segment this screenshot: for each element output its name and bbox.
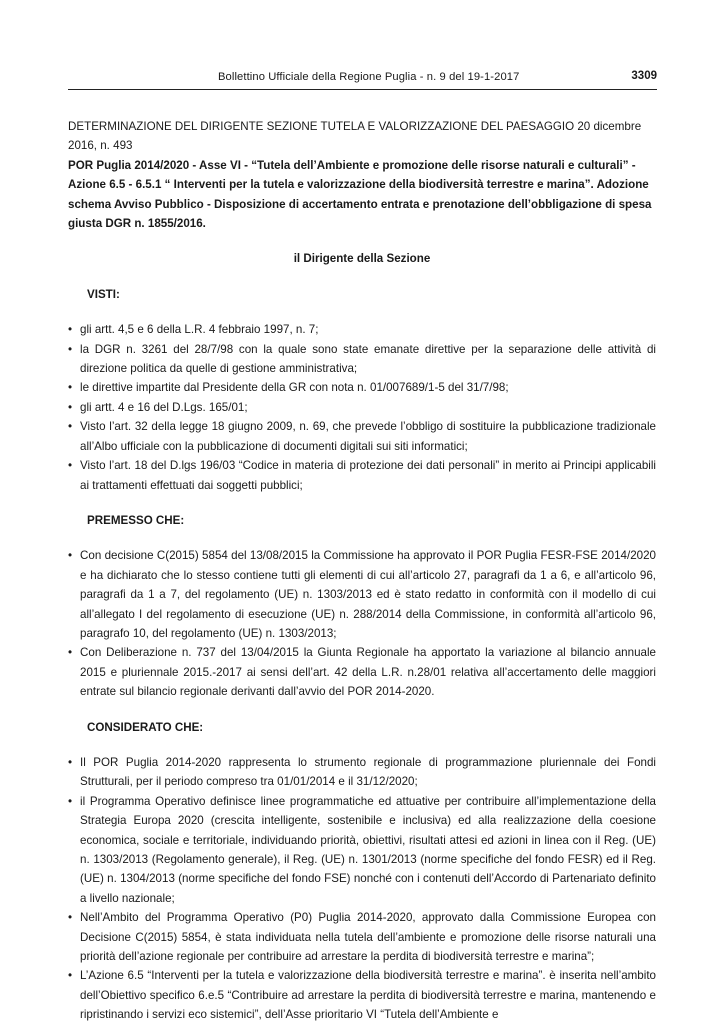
bullet-icon: • [68, 794, 73, 808]
document-body [68, 117, 656, 1025]
bullet-icon: • [68, 342, 73, 356]
page-number: 3309 [631, 70, 657, 82]
bullet-icon: • [68, 969, 73, 983]
list-item [68, 753, 656, 792]
page-header [68, 68, 657, 90]
list-item-text: la DGR n. 3261 del 28/7/98 con la quale sono state emanate direttive per la separazione delle attività di direzione politica da quelle di gestione amministrativa; [80, 342, 656, 376]
list-item-text: L’Azione 6.5 “Interventi per la tutela e valorizzazione della biodiversità terrestre e marina”. è inserita nell’ambito dell’Obiettivo specifico 6.e.5 “Contribuire ad arrestare la perdita di biodiversità terrestre e marina, mantenendo e ripristinando i servizi eco sistemici”, dell’Asse prioritario VI “Tutela dell’Ambiente e [80, 969, 656, 1022]
list-item [68, 643, 656, 701]
bullet-icon: • [68, 323, 73, 337]
publication-title: Bollettino Ufficiale della Regione Puglia - n. 9 del 19-1-2017 [218, 71, 520, 83]
list-item-text: Il POR Puglia 2014-2020 rappresenta lo strumento regionale di programmazione pluriennale dei Fondi Strutturali, per il periodo compreso tra 01/01/2014 e il 31/12/2020; [80, 755, 656, 789]
bullet-icon: • [68, 459, 73, 473]
dirigente-heading: il Dirigente della Sezione [293, 252, 431, 266]
bullet-icon: • [68, 646, 73, 660]
list-item [68, 340, 656, 379]
premesso-list [68, 546, 656, 701]
bullet-icon: • [68, 420, 73, 434]
list-item-text: il Programma Operativo definisce linee programmatiche ed attuative per contribuire all’implementazione della Strategia Europa 2020 (crescita intelligente, sostenibile e inclusiva) ed alla realizzazione della coesione economica, sociale e territoriale, individuando priorità, obiettivi, risultati attesi ed azioni in linea con il Reg. (UE) n. 1303/2013 (Regolamento generale), il Reg. (UE) n. 1301/2013 (norme specifiche del fondo FESR) ed il Reg. (UE) n. 1304/2013 (norme specifiche del fondo FSE) nonché con i contenuti dell’Accordo di Partenariato definito a livello nazionale; [80, 794, 656, 905]
list-item-text: Visto l’art. 32 della legge 18 giugno 2009, n. 69, che prevede l’obbligo di sostituire la pubblicazione tradizionale all’Albo ufficiale con la pubblicazione di documenti digitali sui siti informatici; [80, 420, 656, 453]
list-item [68, 378, 656, 397]
visti-heading: VISTI: [87, 287, 120, 301]
premesso-heading: PREMESSO CHE: [87, 513, 185, 527]
considerato-list [68, 753, 656, 1025]
list-item-text: Con decisione C(2015) 5854 del 13/08/2015 la Commissione ha approvato il POR Puglia FESR-FSE 2014/2020 e ha dichiarato che lo stesso contiene tutti gli elementi di cui all’articolo 27, paragrafi da 1 a 6, e all’articolo 96, paragrafi da 1 a 7, del regolamento (UE) n. 1303/2013 ed è stato redatto in conformità con il modello di cui all’allegato I del regolamento di esecuzione (UE) n. 288/2014 della Commissione, in conformità all’articolo 96, paragrafo 10, del regolamento (UE) n. 1303/2013; [80, 549, 656, 640]
bullet-icon: • [68, 549, 73, 563]
list-item [68, 398, 656, 417]
list-item-text: le direttive impartite dal Presidente della GR con nota n. 01/007689/1-5 del 31/7/98; [80, 381, 509, 395]
bullet-icon: • [68, 755, 73, 769]
list-item-text: Visto l’art. 18 del D.lgs 196/03 “Codice in materia di protezione dei dati personali” in merito ai Principi applicabili ai trattamenti effettuati dai soggetti pubblici; [80, 459, 656, 492]
list-item [68, 966, 656, 1024]
list-item [68, 417, 656, 456]
list-item-text: Con Deliberazione n. 737 del 13/04/2015 la Giunta Regionale ha apportato la variazione al bilancio annuale 2015 e pluriennale 2015.-2017 ai sensi dell’art. 42 della L.R. n.28/01 relativa all’accertamento delle maggiori entrate sul bilancio regionale derivanti dall’avvio del POR 2014-2020. [80, 646, 656, 699]
considerato-heading: CONSIDERATO CHE: [87, 720, 204, 734]
bullet-icon: • [68, 381, 73, 395]
list-item [68, 456, 656, 495]
list-item [68, 792, 656, 908]
visti-list [68, 320, 656, 495]
list-item-text: gli artt. 4 e 16 del D.Lgs. 165/01; [80, 400, 248, 414]
list-item-text: gli artt. 4,5 e 6 della L.R. 4 febbraio 1997, n. 7; [80, 323, 319, 337]
determination-title: POR Puglia 2014/2020 - Asse VI - “Tutela dell’Ambiente e promozione delle risorse naturali e culturali” - Azione 6.5 - 6.5.1 “ Interventi per la tutela e valorizzazione della biodiversità terrestre e marina”. Adozione schema Avviso Pubblico - Disposizione di accertamento entrata e prenotazione dell’obbligazione di spesa giusta DGR n. 1855/2016. [68, 158, 652, 231]
list-item [68, 908, 656, 966]
list-item-text: Nell’Ambito del Programma Operativo (P0) Puglia 2014-2020, approvato dalla Commissione Europea con Decisione C(2015) 5854, è stata individuata nella tutela dell’ambiente e promozione delle risorse naturali una priorità dell’azione regionale per contribuire ad arrestare la perdita di biodiversità terrestre e marina”; [80, 911, 656, 964]
list-item [68, 320, 656, 339]
bullet-icon: • [68, 911, 73, 925]
list-item [68, 546, 656, 643]
determination-intro: DETERMINAZIONE DEL DIRIGENTE SEZIONE TUTELA E VALORIZZAZIONE DEL PAESAGGIO 20 dicembre 2016, n. 493 [68, 120, 642, 153]
bullet-icon: • [68, 400, 73, 414]
header-divider [68, 89, 657, 90]
